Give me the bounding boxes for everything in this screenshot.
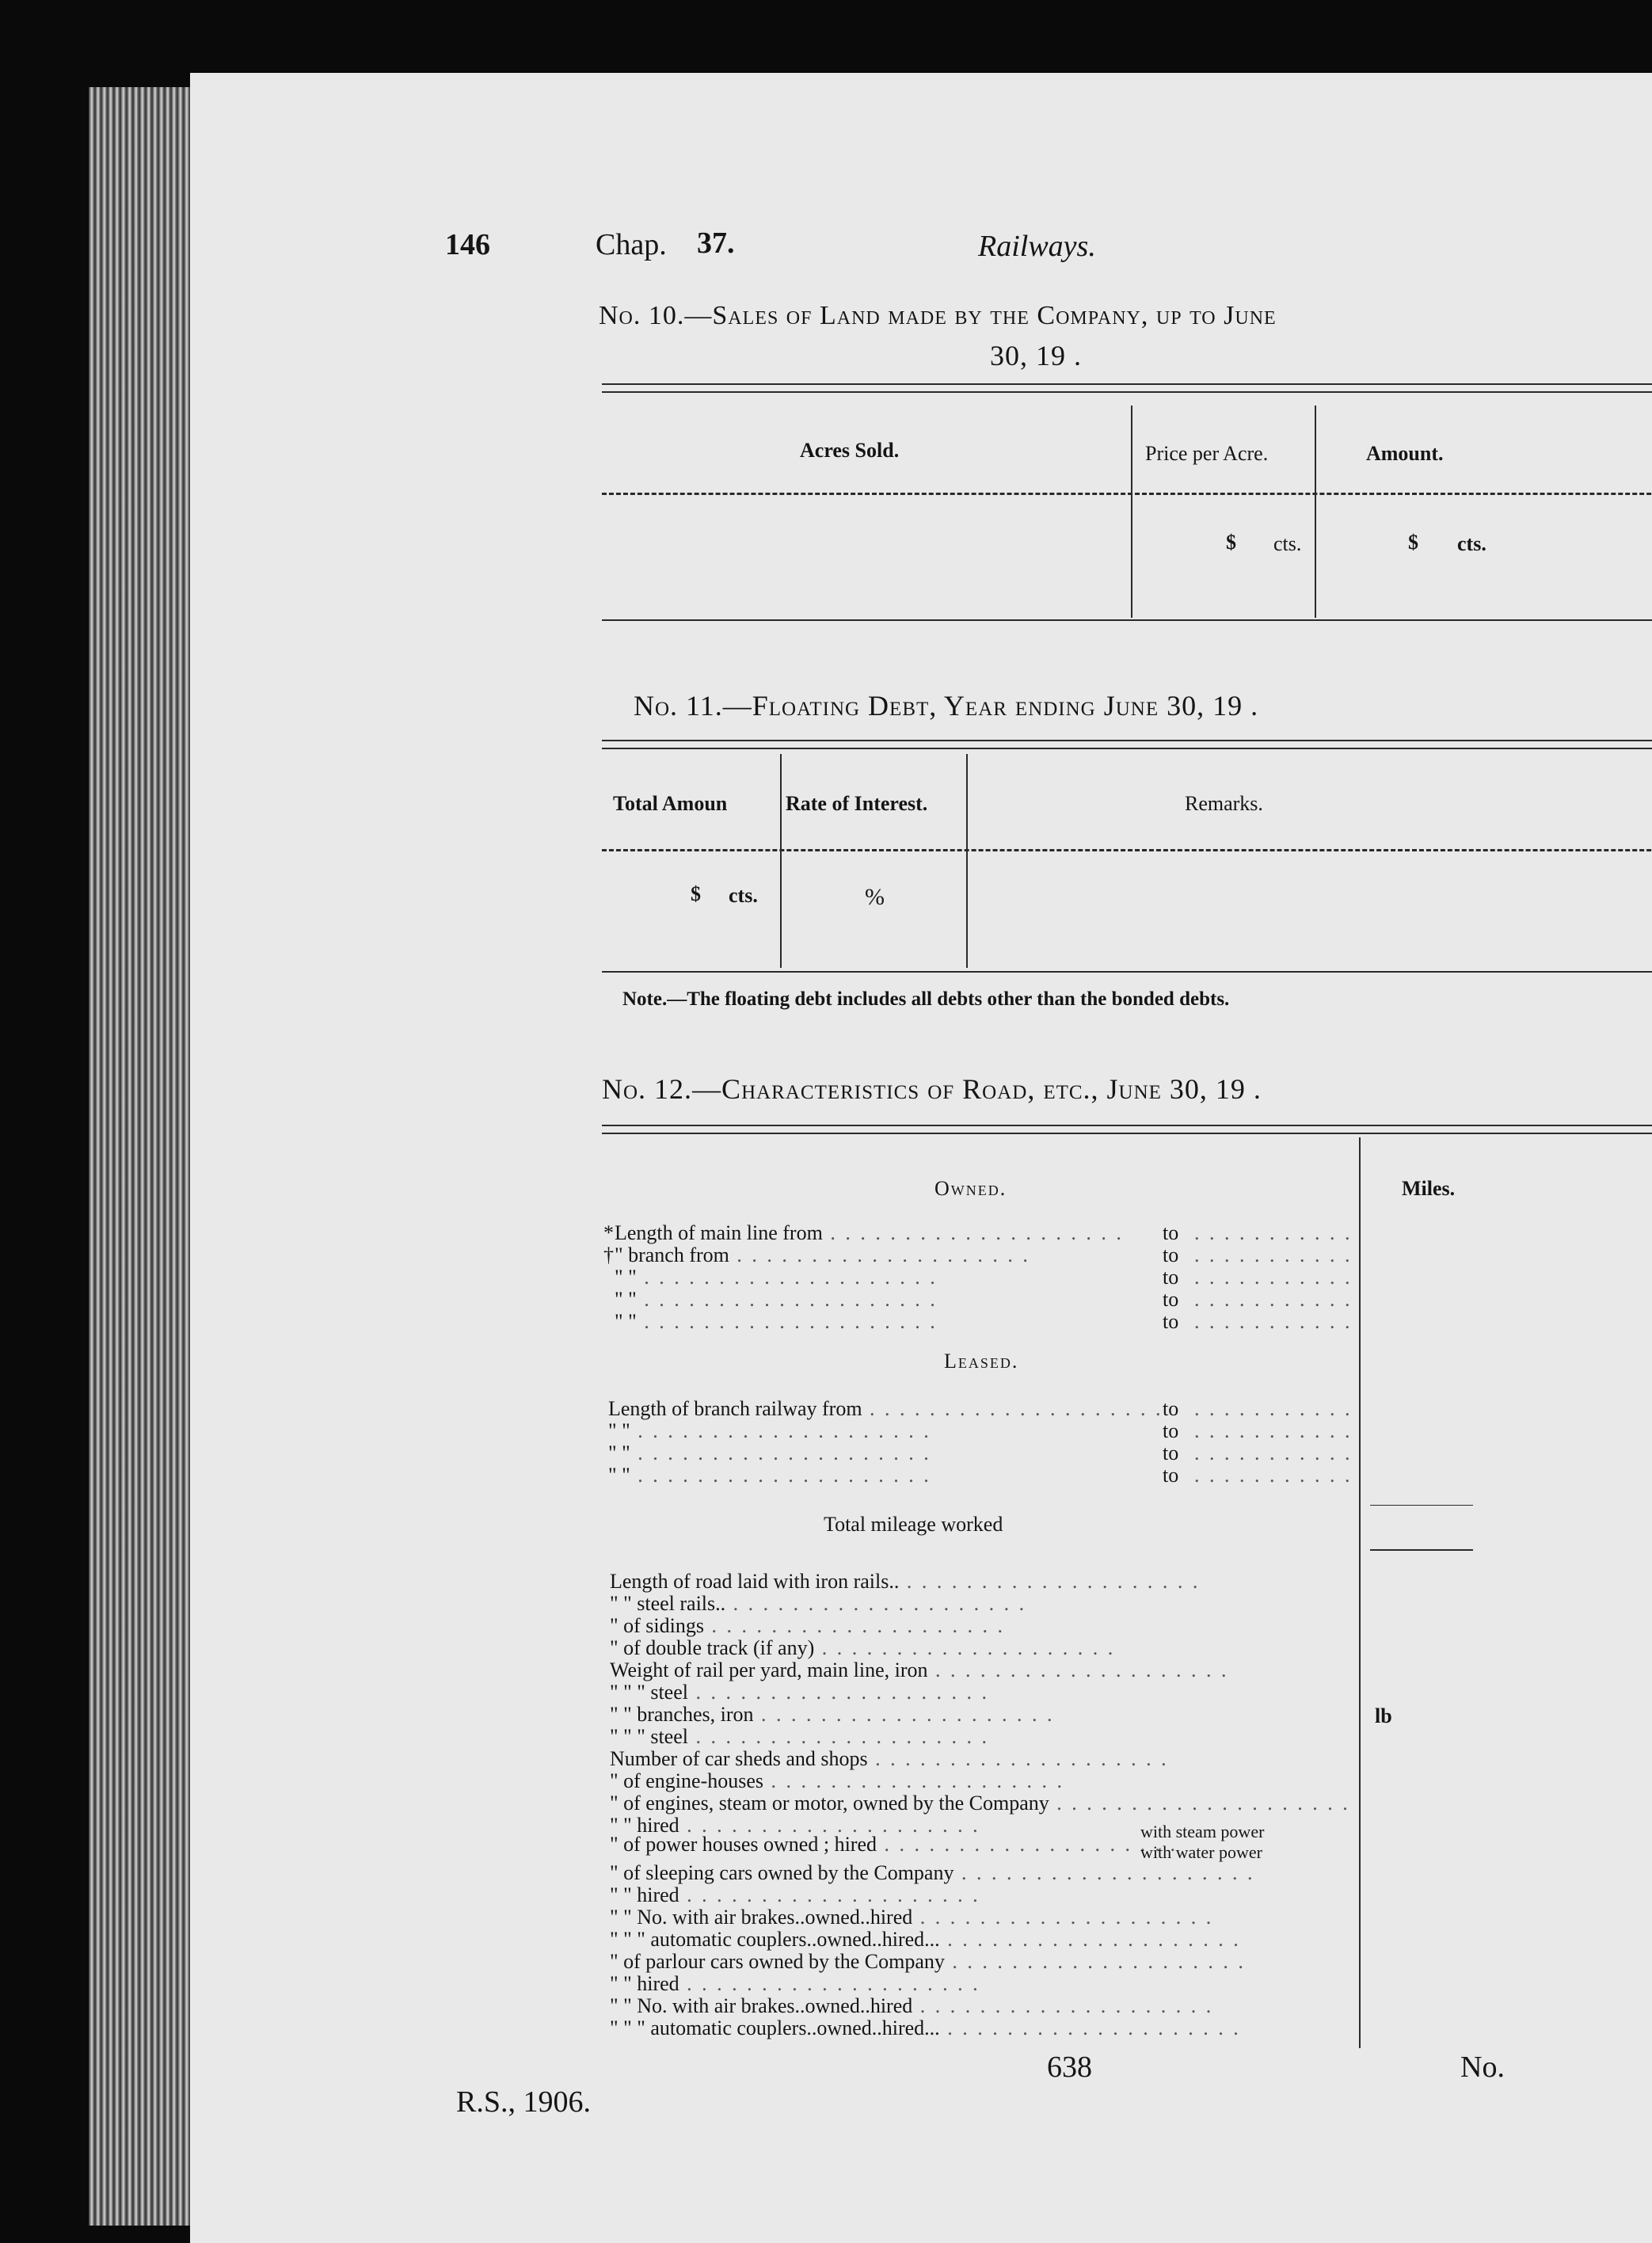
row-to-label: to: [1163, 1310, 1179, 1333]
dot-leader: . . . . . . . . . . .: [1194, 1310, 1353, 1333]
dot-leader: . . . . . . . . . . . . . . . . . . . .: [939, 1928, 1241, 1951]
page-number: 146: [445, 228, 490, 261]
row-label: " " " automatic couplers..owned..hired...: [610, 2016, 940, 2039]
catchword: No.: [1460, 2051, 1505, 2084]
section12-top-rule-2: [602, 1133, 1652, 1134]
dot-leader: . . . . . . . . . . . . . . . . . . . .: [636, 1288, 938, 1311]
dot-leader: . . . . . . . . . . . . . . . . . . . .: [729, 1243, 1030, 1266]
detail-row: [610, 1725, 989, 1749]
dot-leader: . . . . . . . . . . . . . . . . . . . .: [876, 1833, 1178, 1856]
price-dollar-sign: $: [1226, 531, 1236, 554]
dot-leader: . . . . . . . . . . .: [1194, 1464, 1353, 1487]
dot-leader: . . . . . . . . . . . . . . . . . . . .: [939, 2016, 1241, 2039]
dot-leader: . . . . . . . . . . . . . . . . . . . .: [725, 1592, 1027, 1615]
miles-heading: Miles.: [1402, 1177, 1456, 1200]
dot-leader: . . . . . . . . . . . . . . . . . . . .: [867, 1747, 1169, 1770]
col-acres-sold: Acres Sold.: [800, 439, 900, 462]
dot-leader: . . . . . . . . . . . . . . . . . . . .: [688, 1725, 989, 1748]
detail-row: [610, 1681, 989, 1704]
row-label: " " " steel: [610, 1725, 688, 1748]
section12-top-rule: [602, 1125, 1652, 1126]
leased-row: [608, 1397, 1163, 1421]
dot-leader: . . . . . . . . . . . . . . . . . . . .: [912, 1994, 1214, 2017]
document-page: [190, 73, 1652, 2243]
detail-row: [610, 1592, 1026, 1616]
detail-row: [610, 1833, 1178, 1856]
dot-leader: . . . . . . . . . . . . . . . . . . . .: [814, 1636, 1116, 1659]
row-label: Length of road laid with iron rails..: [610, 1570, 900, 1593]
dot-leader: . . . . . . . . . . . . . . . . . . . .: [636, 1266, 938, 1289]
section10-bottom-rule: [602, 619, 1652, 621]
row-to-label: to: [1163, 1221, 1179, 1244]
row-to-label: to: [1163, 1441, 1179, 1464]
owned-heading: Owned.: [934, 1177, 1007, 1200]
section11-top-rule: [602, 740, 1652, 741]
dot-leader: . . . . . . . . . . . . . . . . . . . .: [679, 1814, 980, 1837]
row-label: Length of main line from: [615, 1221, 823, 1244]
section11-col-divider-2: [966, 754, 968, 968]
chapter-number: 37.: [697, 227, 735, 260]
section11-heading: No. 11.—Floating Debt, Year ending June 30, 19 .: [634, 690, 1259, 722]
row-label: Weight of rail per yard, main line, iron: [610, 1658, 928, 1681]
row-to-label: to: [1163, 1243, 1179, 1266]
detail-row: [610, 1928, 1241, 1952]
debt-dollar-sign: $: [691, 882, 701, 905]
dot-leader: . . . . . . . . . . . . . . . . . . . .: [862, 1397, 1163, 1420]
row-label: " of parlour cars owned by the Company: [610, 1950, 945, 1973]
detail-row: [610, 1747, 1169, 1771]
section11-header-rule: [602, 849, 1652, 851]
row-footnote-mark: †: [603, 1243, 614, 1266]
row-label: " ": [615, 1288, 637, 1311]
dot-leader: . . . . . . . . . . . . . . . . . . . .: [630, 1441, 931, 1464]
amount-cents-label: cts.: [1457, 532, 1486, 555]
debt-cents-label: cts.: [729, 884, 758, 907]
row-label: " of sleeping cars owned by the Company: [610, 1861, 954, 1884]
row-label: " " " automatic couplers..owned..hired...: [610, 1928, 940, 1951]
detail-row: [610, 1861, 1254, 1885]
lb-unit: lb: [1375, 1704, 1392, 1727]
dot-leader: . . . . . . . . . . .: [1194, 1221, 1353, 1244]
dot-leader: . . . . . . . . . . . . . . . . . . . .: [753, 1703, 1055, 1726]
section10-top-rule-2: [602, 391, 1652, 393]
row-footnote-mark: *: [603, 1221, 614, 1244]
dot-leader: . . . . . . . . . . . . . . . . . . . .: [630, 1419, 931, 1442]
row-label: " of sidings: [610, 1614, 704, 1637]
detail-row: [610, 1658, 1229, 1682]
dot-leader: . . . . . . . . . . .: [1194, 1288, 1353, 1311]
dot-leader: . . . . . . . . . . . . . . . . . . . .: [630, 1464, 931, 1487]
book-spine-edge: [89, 87, 192, 2226]
detail-row: [610, 1792, 1350, 1815]
row-label: " " steel rails..: [610, 1592, 726, 1615]
detail-row: [610, 1769, 1064, 1793]
leased-row: [608, 1441, 931, 1465]
detail-row: [610, 2016, 1241, 2040]
power-water-sub: with water power: [1140, 1842, 1262, 1862]
section10-heading-line2: 30, 19 .: [990, 340, 1082, 371]
detail-row: [610, 1906, 1213, 1929]
owned-row: [603, 1266, 938, 1289]
folio-number: 638: [1047, 2051, 1092, 2084]
dot-leader: . . . . . . . . . . . . . . . . . . . .: [636, 1310, 938, 1333]
section11-bottom-rule: [602, 971, 1652, 973]
total-mileage-rule-top: [1370, 1505, 1473, 1506]
row-label: " of engine-houses: [610, 1769, 764, 1792]
dot-leader: . . . . . . . . . . . . . . . . . . . .: [703, 1614, 1005, 1637]
section10-header-rule: [602, 493, 1652, 495]
detail-row: [610, 1570, 1200, 1594]
section10-col-divider-2: [1315, 406, 1316, 618]
row-label: " ": [615, 1310, 637, 1333]
owned-row: [603, 1221, 1124, 1245]
dot-leader: . . . . . . . . . . . . . . . . . . . .: [679, 1972, 980, 1995]
dot-leader: . . . . . . . . . . . . . . . . . . . .: [944, 1950, 1246, 1973]
leased-row: [608, 1419, 931, 1443]
row-to-label: to: [1163, 1266, 1179, 1289]
row-label: " of power houses owned ; hired: [610, 1833, 877, 1856]
price-cents-label: cts.: [1273, 532, 1302, 555]
dot-leader: . . . . . . . . . . .: [1194, 1397, 1353, 1420]
power-steam-sub: with steam power: [1140, 1822, 1265, 1841]
detail-row: [610, 1883, 980, 1907]
row-label: " " hired: [610, 1972, 679, 1995]
row-label: " " hired: [610, 1883, 679, 1906]
col-amount: Amount.: [1366, 442, 1444, 465]
row-label: " " branches, iron: [610, 1703, 754, 1726]
row-label: Length of branch railway from: [608, 1397, 862, 1420]
col-total-amount: Total Amoun: [613, 792, 728, 815]
leased-row: [608, 1464, 931, 1487]
row-label: Number of car sheds and shops: [610, 1747, 868, 1770]
section12-heading: No. 12.—Characteristics of Road, etc., June 30, 19 .: [602, 1073, 1262, 1105]
row-to-label: to: [1163, 1464, 1179, 1487]
col-rate-of-interest: Rate of Interest.: [786, 792, 928, 815]
dot-leader: . . . . . . . . . . . . . . . . . . . .: [954, 1861, 1255, 1884]
section10-heading: No. 10.—Sales of Land made by the Company, up to June: [599, 301, 1277, 330]
section10-top-rule: [602, 383, 1652, 385]
leased-heading: Leased.: [944, 1350, 1019, 1373]
dot-leader: . . . . . . . . . . .: [1194, 1419, 1353, 1442]
row-label: " " No. with air brakes..owned..hired: [610, 1994, 913, 2017]
row-label: " ": [608, 1464, 630, 1487]
section11-top-rule-2: [602, 748, 1652, 749]
detail-row: [610, 1950, 1246, 1974]
dot-leader: . . . . . . . . . . . . . . . . . . . .: [1049, 1792, 1350, 1815]
section11-note: Note.—The floating debt includes all debts other than the bonded debts.: [622, 988, 1230, 1010]
section11-col-divider-1: [780, 754, 782, 968]
interest-percent: %: [865, 884, 885, 910]
dot-leader: . . . . . . . . . . . . . . . . . . . .: [763, 1769, 1065, 1792]
row-label: " of double track (if any): [610, 1636, 815, 1659]
total-mileage-label: Total mileage worked: [824, 1513, 1003, 1536]
dot-leader: . . . . . . . . . . . . . . . . . . . .: [927, 1658, 1229, 1681]
running-title: Railways.: [978, 230, 1096, 263]
row-to-label: to: [1163, 1288, 1179, 1311]
edition-label: R.S., 1906.: [456, 2085, 591, 2119]
row-label: " ": [608, 1441, 630, 1464]
owned-row: [603, 1243, 1030, 1267]
section10-col-divider-1: [1131, 406, 1132, 618]
owned-row: [603, 1310, 938, 1334]
dot-leader: . . . . . . . . . . . . . . . . . . . .: [912, 1906, 1214, 1929]
detail-row: [610, 1703, 1055, 1727]
row-label: " " hired: [610, 1814, 679, 1837]
dot-leader: . . . . . . . . . . . . . . . . . . . .: [688, 1681, 989, 1704]
detail-row: [610, 1614, 1005, 1638]
dot-leader: . . . . . . . . . . . . . . . . . . . .: [899, 1570, 1201, 1593]
dot-leader: . . . . . . . . . . .: [1194, 1266, 1353, 1289]
row-label: " " " steel: [610, 1681, 688, 1704]
owned-row: [603, 1288, 938, 1312]
dot-leader: . . . . . . . . . . . . . . . . . . . .: [679, 1883, 980, 1906]
col-remarks: Remarks.: [1185, 792, 1263, 815]
row-label: " " No. with air brakes..owned..hired: [610, 1906, 913, 1929]
row-to-label: to: [1163, 1419, 1179, 1442]
detail-row: [610, 1994, 1213, 2018]
col-price-per-acre: Price per Acre.: [1145, 442, 1269, 465]
row-label: " ": [615, 1266, 637, 1289]
detail-row: [610, 1972, 980, 1996]
row-to-label: to: [1163, 1397, 1179, 1420]
row-label: " of engines, steam or motor, owned by the Company: [610, 1792, 1049, 1815]
row-label: " ": [608, 1419, 630, 1442]
section12-miles-divider: [1359, 1137, 1361, 2048]
dot-leader: . . . . . . . . . . . . . . . . . . . .: [822, 1221, 1124, 1244]
dot-leader: . . . . . . . . . . .: [1194, 1243, 1353, 1266]
amount-dollar-sign: $: [1408, 531, 1418, 554]
row-label: " branch from: [615, 1243, 729, 1266]
total-mileage-rule-bottom: [1370, 1549, 1473, 1551]
detail-row: [610, 1636, 1115, 1660]
dot-leader: . . . . . . . . . . .: [1194, 1441, 1353, 1464]
chapter-label: Chap.: [596, 228, 667, 261]
